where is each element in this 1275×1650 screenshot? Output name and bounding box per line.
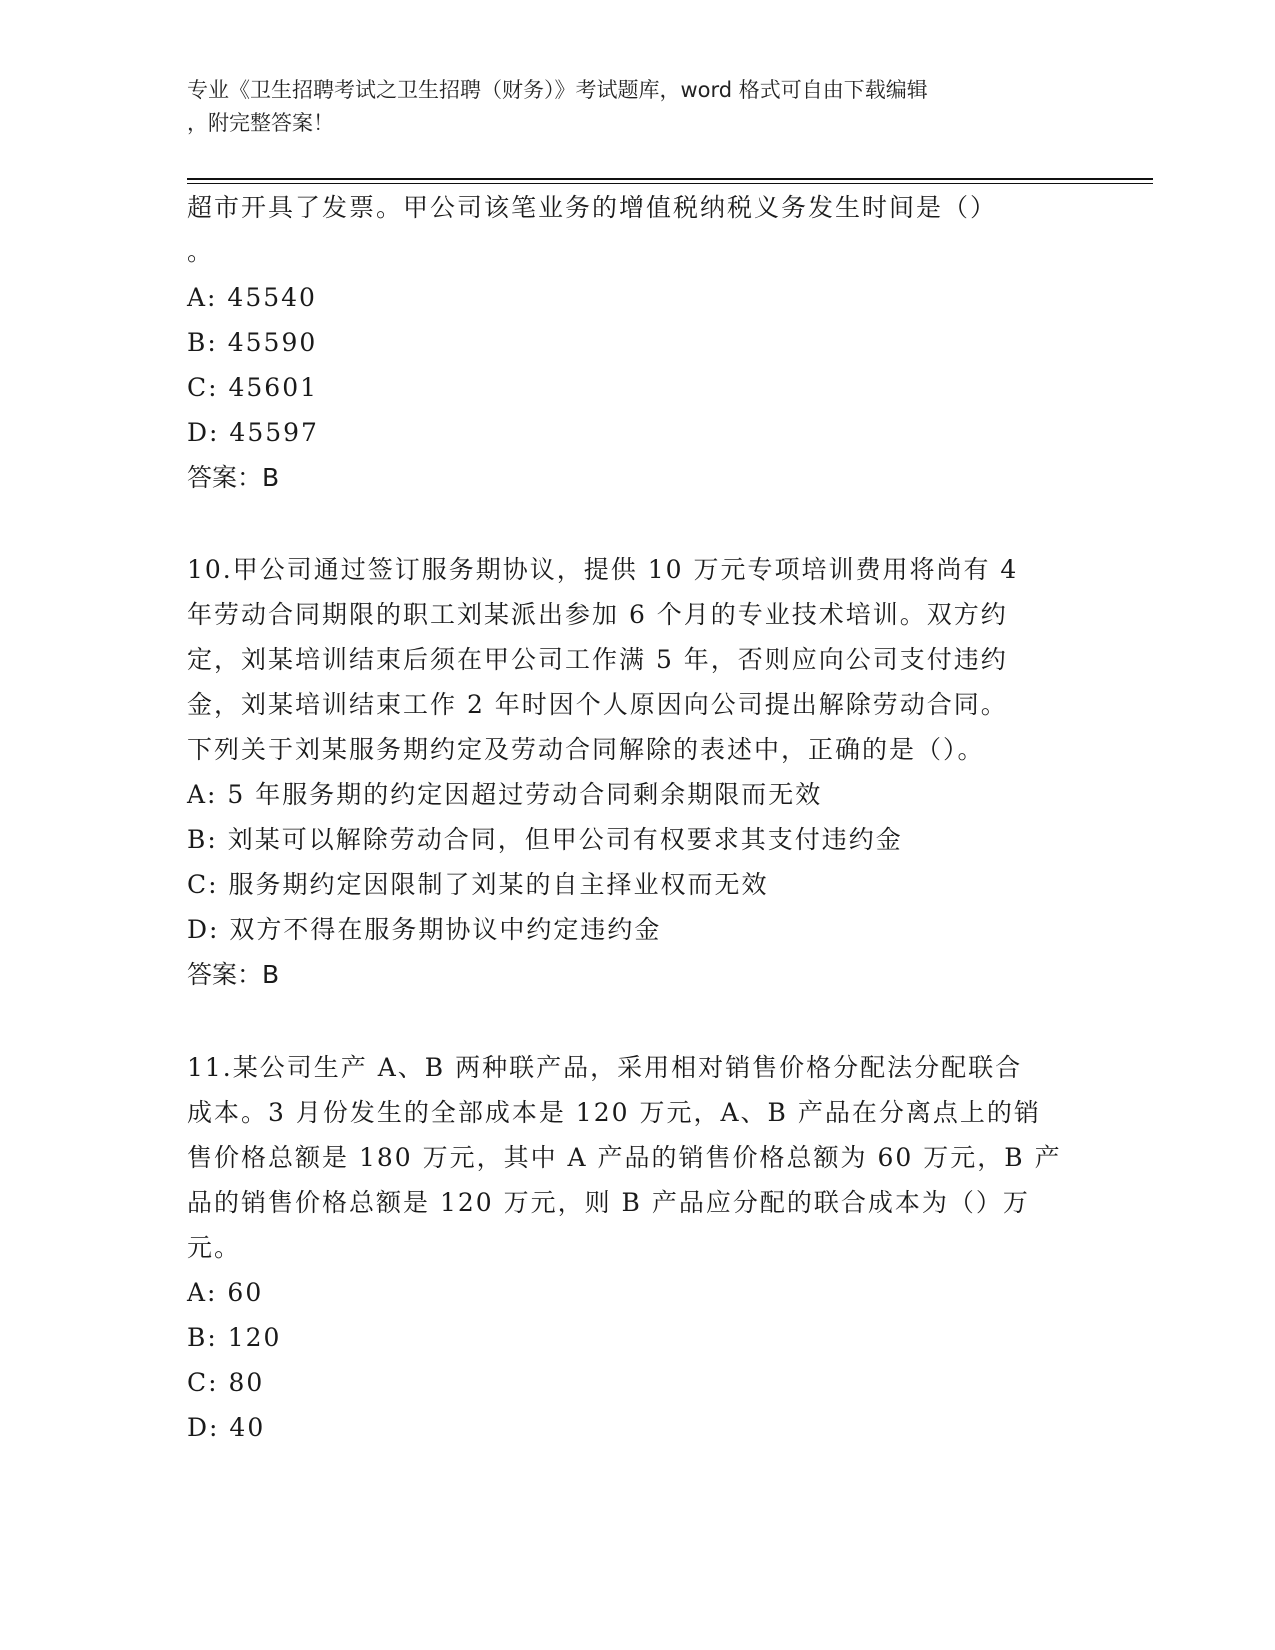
question-text-line: 品的销售价格总额是 120 万元，则 B 产品应分配的联合成本为（）万 <box>187 1188 1030 1217</box>
option-c: C: 45601 <box>187 373 319 402</box>
question-text-line: 年劳动合同期限的职工刘某派出参加 6 个月的专业技术培训。双方约 <box>187 600 1008 629</box>
question-text-line: 定，刘某培训结束后须在甲公司工作满 5 年，否则应向公司支付违约 <box>187 645 1008 674</box>
option-c: C: 服务期约定因限制了刘某的自主择业权而无效 <box>187 870 769 899</box>
option-a: A: 45540 <box>187 283 317 312</box>
question-text-line: 。 <box>187 237 215 266</box>
header-line-1: 专业《卫生招聘考试之卫生招聘（财务）》考试题库，word 格式可自由下载编辑 <box>187 78 928 102</box>
option-c: C: 80 <box>187 1368 265 1397</box>
answer: 答案：B <box>187 960 280 989</box>
question-text-line: 元。 <box>187 1233 242 1262</box>
option-a: A: 60 <box>187 1278 264 1307</box>
header-rule <box>187 178 1153 180</box>
question-text-line: 成本。3 月份发生的全部成本是 120 万元，A、B 产品在分离点上的销 <box>187 1098 1041 1127</box>
answer: 答案：B <box>187 463 280 492</box>
option-b: B: 刘某可以解除劳动合同，但甲公司有权要求其支付违约金 <box>187 825 903 854</box>
question-text-line: 售价格总额是 180 万元，其中 A 产品的销售价格总额为 60 万元，B 产 <box>187 1143 1062 1172</box>
option-d: D: 40 <box>187 1413 266 1442</box>
question-text-line: 11.某公司生产 A、B 两种联产品，采用相对销售价格分配法分配联合 <box>187 1053 1023 1082</box>
option-d: D: 45597 <box>187 418 319 447</box>
question-text-line: 10.甲公司通过签订服务期协议，提供 10 万元专项培训费用将尚有 4 <box>187 555 1019 584</box>
header-rule-thin <box>187 183 1153 184</box>
option-a: A: 5 年服务期的约定因超过劳动合同剩余期限而无效 <box>187 780 823 809</box>
option-b: B: 120 <box>187 1323 282 1352</box>
header-line-2: ，附完整答案！ <box>187 111 334 135</box>
question-text-line: 超市开具了发票。甲公司该笔业务的增值税纳税义务发生时间是（） <box>187 193 998 222</box>
question-text-line: 金，刘某培训结束工作 2 年时因个人原因向公司提出解除劳动合同。 <box>187 690 1008 719</box>
option-d: D: 双方不得在服务期协议中约定违约金 <box>187 915 662 944</box>
document-header <box>187 74 1067 140</box>
question-text-line: 下列关于刘某服务期约定及劳动合同解除的表述中，正确的是（）。 <box>187 735 985 764</box>
option-b: B: 45590 <box>187 328 318 357</box>
